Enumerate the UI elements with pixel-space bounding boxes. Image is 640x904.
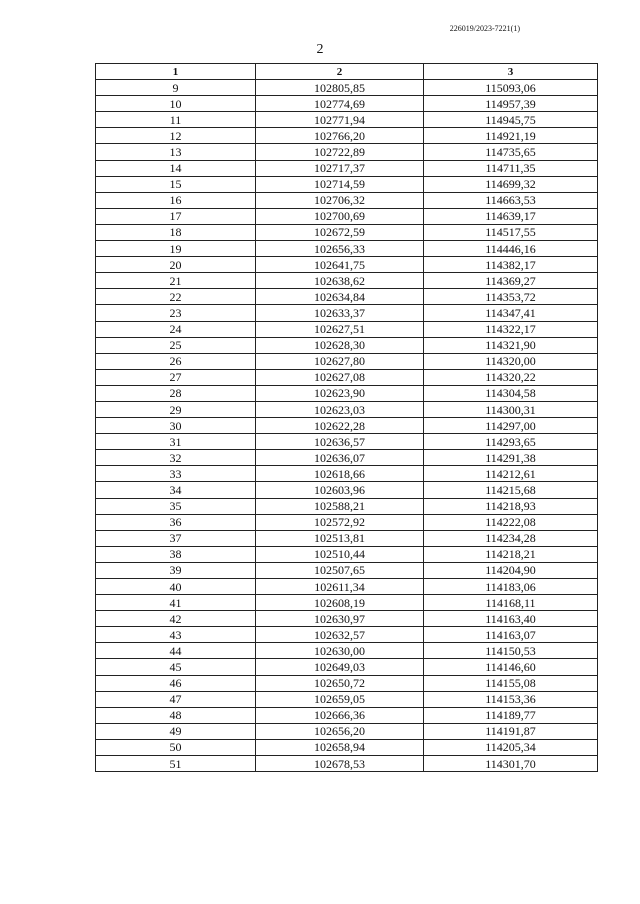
point-number-cell: 9 bbox=[96, 80, 256, 96]
y-coordinate-cell: 114369,27 bbox=[424, 273, 598, 289]
x-coordinate-cell: 102627,51 bbox=[256, 321, 424, 337]
table-row bbox=[96, 530, 598, 546]
x-coordinate-cell: 102633,37 bbox=[256, 305, 424, 321]
x-coordinate-cell: 102717,37 bbox=[256, 160, 424, 176]
table-row bbox=[96, 353, 598, 369]
table-row bbox=[96, 562, 598, 578]
table-row bbox=[96, 643, 598, 659]
point-number-cell: 17 bbox=[96, 208, 256, 224]
x-coordinate-cell: 102656,33 bbox=[256, 241, 424, 257]
point-number-cell: 14 bbox=[96, 160, 256, 176]
x-coordinate-cell: 102632,57 bbox=[256, 627, 424, 643]
y-coordinate-cell: 114218,93 bbox=[424, 498, 598, 514]
table-row bbox=[96, 627, 598, 643]
point-number-cell: 11 bbox=[96, 112, 256, 128]
point-number-cell: 37 bbox=[96, 530, 256, 546]
table-row bbox=[96, 707, 598, 723]
x-coordinate-cell: 102672,59 bbox=[256, 224, 424, 240]
point-number-cell: 46 bbox=[96, 675, 256, 691]
point-number-cell: 12 bbox=[96, 128, 256, 144]
point-number-cell: 28 bbox=[96, 385, 256, 401]
table-row bbox=[96, 595, 598, 611]
y-coordinate-cell: 114215,68 bbox=[424, 482, 598, 498]
table-row bbox=[96, 514, 598, 530]
y-coordinate-cell: 114168,11 bbox=[424, 595, 598, 611]
x-coordinate-cell: 102771,94 bbox=[256, 112, 424, 128]
x-coordinate-cell: 102678,53 bbox=[256, 756, 424, 772]
y-coordinate-cell: 114191,87 bbox=[424, 723, 598, 739]
point-number-cell: 44 bbox=[96, 643, 256, 659]
table-row bbox=[96, 546, 598, 562]
point-number-cell: 26 bbox=[96, 353, 256, 369]
point-number-cell: 16 bbox=[96, 192, 256, 208]
coordinates-table bbox=[95, 63, 598, 772]
x-coordinate-cell: 102603,96 bbox=[256, 482, 424, 498]
point-number-cell: 15 bbox=[96, 176, 256, 192]
table-row bbox=[96, 611, 598, 627]
y-coordinate-cell: 114957,39 bbox=[424, 96, 598, 112]
x-coordinate-cell: 102700,69 bbox=[256, 208, 424, 224]
point-number-cell: 51 bbox=[96, 756, 256, 772]
table-row bbox=[96, 321, 598, 337]
y-coordinate-cell: 114212,61 bbox=[424, 466, 598, 482]
y-coordinate-cell: 114218,21 bbox=[424, 546, 598, 562]
x-coordinate-cell: 102611,34 bbox=[256, 579, 424, 595]
table-row bbox=[96, 466, 598, 482]
table-row bbox=[96, 128, 598, 144]
table-row bbox=[96, 418, 598, 434]
page-number: 2 bbox=[316, 42, 324, 57]
x-coordinate-cell: 102666,36 bbox=[256, 707, 424, 723]
y-coordinate-cell: 114382,17 bbox=[424, 257, 598, 273]
table-row bbox=[96, 675, 598, 691]
point-number-cell: 32 bbox=[96, 450, 256, 466]
x-coordinate-cell: 102622,28 bbox=[256, 418, 424, 434]
x-coordinate-cell: 102659,05 bbox=[256, 691, 424, 707]
table-row bbox=[96, 450, 598, 466]
x-coordinate-cell: 102636,57 bbox=[256, 434, 424, 450]
point-number-cell: 40 bbox=[96, 579, 256, 595]
x-coordinate-cell: 102638,62 bbox=[256, 273, 424, 289]
y-coordinate-cell: 114921,19 bbox=[424, 128, 598, 144]
y-coordinate-cell: 114222,08 bbox=[424, 514, 598, 530]
y-coordinate-cell: 114205,34 bbox=[424, 739, 598, 755]
x-coordinate-cell: 102641,75 bbox=[256, 257, 424, 273]
table-row bbox=[96, 289, 598, 305]
x-coordinate-cell: 102706,32 bbox=[256, 192, 424, 208]
y-coordinate-cell: 114320,00 bbox=[424, 353, 598, 369]
point-number-cell: 47 bbox=[96, 691, 256, 707]
y-coordinate-cell: 114293,65 bbox=[424, 434, 598, 450]
table-row bbox=[96, 579, 598, 595]
point-number-cell: 50 bbox=[96, 739, 256, 755]
table-header-row bbox=[96, 64, 598, 80]
x-coordinate-cell: 102608,19 bbox=[256, 595, 424, 611]
x-coordinate-cell: 102722,89 bbox=[256, 144, 424, 160]
point-number-cell: 38 bbox=[96, 546, 256, 562]
y-coordinate-cell: 114163,40 bbox=[424, 611, 598, 627]
table-row bbox=[96, 659, 598, 675]
y-coordinate-cell: 114945,75 bbox=[424, 112, 598, 128]
table-row bbox=[96, 176, 598, 192]
y-coordinate-cell: 114153,36 bbox=[424, 691, 598, 707]
x-coordinate-cell: 102627,08 bbox=[256, 369, 424, 385]
x-coordinate-cell: 102656,20 bbox=[256, 723, 424, 739]
point-number-cell: 27 bbox=[96, 369, 256, 385]
point-number-cell: 33 bbox=[96, 466, 256, 482]
table-row bbox=[96, 739, 598, 755]
x-coordinate-cell: 102507,65 bbox=[256, 562, 424, 578]
x-coordinate-cell: 102623,03 bbox=[256, 401, 424, 417]
table-row bbox=[96, 241, 598, 257]
x-coordinate-cell: 102649,03 bbox=[256, 659, 424, 675]
table-row bbox=[96, 498, 598, 514]
point-number-cell: 49 bbox=[96, 723, 256, 739]
y-coordinate-cell: 114234,28 bbox=[424, 530, 598, 546]
point-number-cell: 42 bbox=[96, 611, 256, 627]
table-row bbox=[96, 723, 598, 739]
table-row bbox=[96, 257, 598, 273]
y-coordinate-cell: 114735,65 bbox=[424, 144, 598, 160]
document-number: 226019/2023-7221(1) bbox=[449, 24, 520, 33]
table-row bbox=[96, 273, 598, 289]
x-coordinate-cell: 102650,72 bbox=[256, 675, 424, 691]
y-coordinate-cell: 114353,72 bbox=[424, 289, 598, 305]
x-coordinate-cell: 102510,44 bbox=[256, 546, 424, 562]
y-coordinate-cell: 114297,00 bbox=[424, 418, 598, 434]
table-row bbox=[96, 80, 598, 96]
point-number-cell: 20 bbox=[96, 257, 256, 273]
x-coordinate-cell: 102630,97 bbox=[256, 611, 424, 627]
y-coordinate-cell: 114446,16 bbox=[424, 241, 598, 257]
x-coordinate-cell: 102513,81 bbox=[256, 530, 424, 546]
point-number-cell: 29 bbox=[96, 401, 256, 417]
table-row bbox=[96, 208, 598, 224]
table-row bbox=[96, 385, 598, 401]
x-coordinate-cell: 102628,30 bbox=[256, 337, 424, 353]
y-coordinate-cell: 114517,55 bbox=[424, 224, 598, 240]
point-number-cell: 41 bbox=[96, 595, 256, 611]
table-row bbox=[96, 337, 598, 353]
point-number-cell: 45 bbox=[96, 659, 256, 675]
y-coordinate-cell: 114663,53 bbox=[424, 192, 598, 208]
table-row bbox=[96, 369, 598, 385]
table-row bbox=[96, 401, 598, 417]
x-coordinate-cell: 102618,66 bbox=[256, 466, 424, 482]
point-number-cell: 25 bbox=[96, 337, 256, 353]
x-coordinate-cell: 102805,85 bbox=[256, 80, 424, 96]
y-coordinate-cell: 114146,60 bbox=[424, 659, 598, 675]
point-number-cell: 39 bbox=[96, 562, 256, 578]
x-coordinate-cell: 102766,20 bbox=[256, 128, 424, 144]
table-row bbox=[96, 96, 598, 112]
point-number-cell: 35 bbox=[96, 498, 256, 514]
table-row bbox=[96, 434, 598, 450]
y-coordinate-cell: 114321,90 bbox=[424, 337, 598, 353]
table-row bbox=[96, 112, 598, 128]
table-row bbox=[96, 192, 598, 208]
y-coordinate-cell: 114301,70 bbox=[424, 756, 598, 772]
x-coordinate-cell: 102774,69 bbox=[256, 96, 424, 112]
y-coordinate-cell: 114291,38 bbox=[424, 450, 598, 466]
y-coordinate-cell: 114699,32 bbox=[424, 176, 598, 192]
y-coordinate-cell: 114189,77 bbox=[424, 707, 598, 723]
point-number-cell: 31 bbox=[96, 434, 256, 450]
point-number-cell: 23 bbox=[96, 305, 256, 321]
point-number-cell: 19 bbox=[96, 241, 256, 257]
table-row bbox=[96, 482, 598, 498]
y-coordinate-cell: 114183,06 bbox=[424, 579, 598, 595]
table-body bbox=[96, 80, 598, 772]
table-row bbox=[96, 756, 598, 772]
x-coordinate-cell: 102714,59 bbox=[256, 176, 424, 192]
x-coordinate-cell: 102658,94 bbox=[256, 739, 424, 755]
table-row bbox=[96, 160, 598, 176]
point-number-cell: 21 bbox=[96, 273, 256, 289]
y-coordinate-cell: 114347,41 bbox=[424, 305, 598, 321]
point-number-cell: 13 bbox=[96, 144, 256, 160]
table-row bbox=[96, 224, 598, 240]
x-coordinate-cell: 102588,21 bbox=[256, 498, 424, 514]
table-row bbox=[96, 305, 598, 321]
table-row bbox=[96, 144, 598, 160]
table-row bbox=[96, 691, 598, 707]
point-number-cell: 24 bbox=[96, 321, 256, 337]
column-header: 1 bbox=[96, 64, 256, 80]
x-coordinate-cell: 102634,84 bbox=[256, 289, 424, 305]
y-coordinate-cell: 115093,06 bbox=[424, 80, 598, 96]
y-coordinate-cell: 114711,35 bbox=[424, 160, 598, 176]
point-number-cell: 18 bbox=[96, 224, 256, 240]
y-coordinate-cell: 114155,08 bbox=[424, 675, 598, 691]
x-coordinate-cell: 102572,92 bbox=[256, 514, 424, 530]
column-header: 2 bbox=[256, 64, 424, 80]
y-coordinate-cell: 114322,17 bbox=[424, 321, 598, 337]
x-coordinate-cell: 102627,80 bbox=[256, 353, 424, 369]
x-coordinate-cell: 102636,07 bbox=[256, 450, 424, 466]
y-coordinate-cell: 114320,22 bbox=[424, 369, 598, 385]
point-number-cell: 48 bbox=[96, 707, 256, 723]
x-coordinate-cell: 102623,90 bbox=[256, 385, 424, 401]
column-header: 3 bbox=[424, 64, 598, 80]
point-number-cell: 10 bbox=[96, 96, 256, 112]
y-coordinate-cell: 114304,58 bbox=[424, 385, 598, 401]
y-coordinate-cell: 114150,53 bbox=[424, 643, 598, 659]
point-number-cell: 34 bbox=[96, 482, 256, 498]
y-coordinate-cell: 114163,07 bbox=[424, 627, 598, 643]
point-number-cell: 36 bbox=[96, 514, 256, 530]
y-coordinate-cell: 114300,31 bbox=[424, 401, 598, 417]
point-number-cell: 30 bbox=[96, 418, 256, 434]
y-coordinate-cell: 114204,90 bbox=[424, 562, 598, 578]
point-number-cell: 43 bbox=[96, 627, 256, 643]
x-coordinate-cell: 102630,00 bbox=[256, 643, 424, 659]
point-number-cell: 22 bbox=[96, 289, 256, 305]
y-coordinate-cell: 114639,17 bbox=[424, 208, 598, 224]
